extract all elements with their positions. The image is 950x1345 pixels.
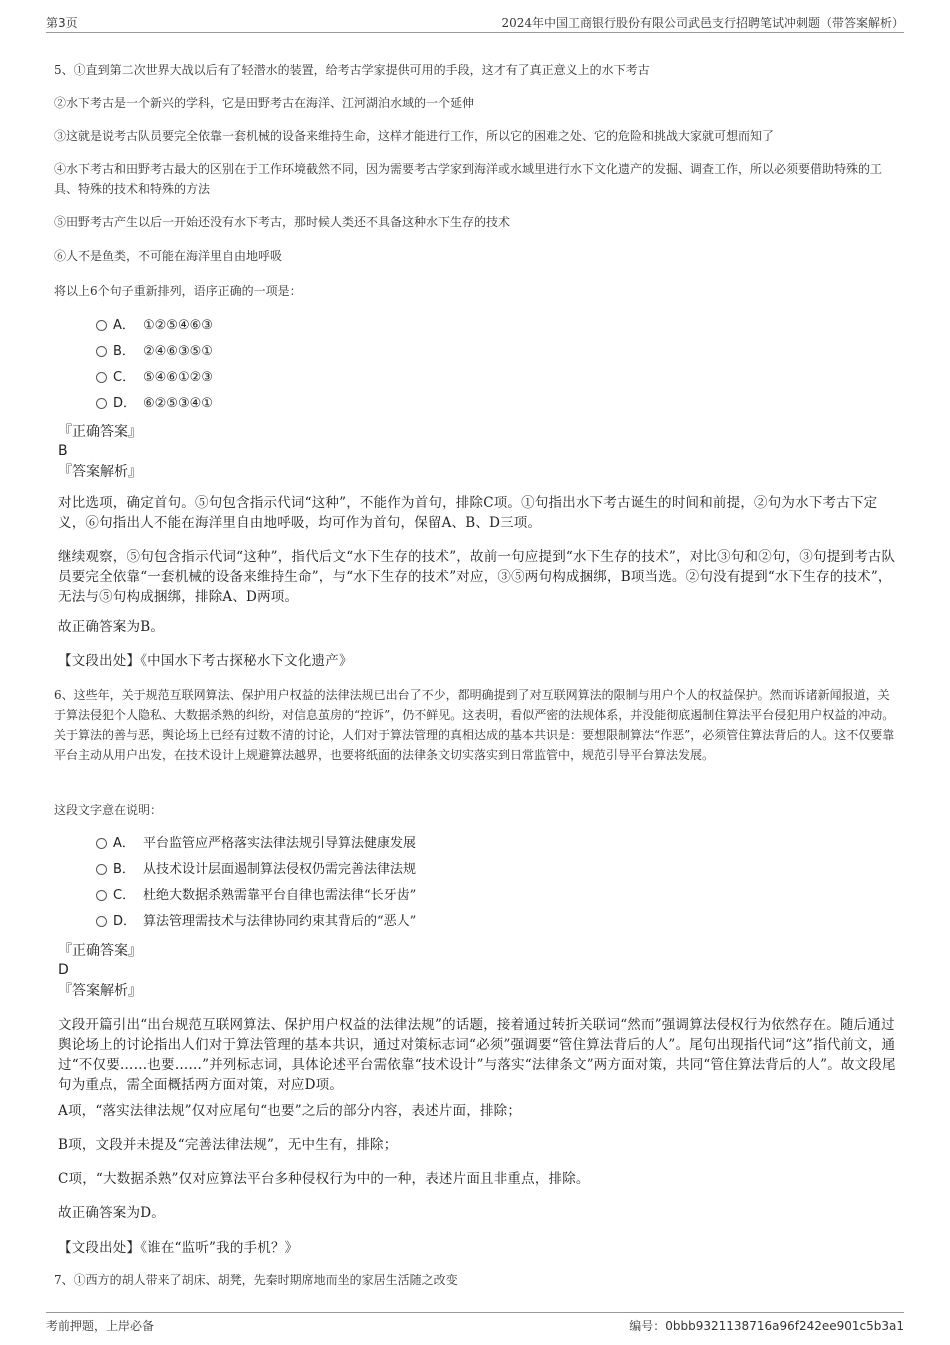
footer-slogan: 考前押题，上岸必备 — [46, 1319, 155, 1333]
option-text: ②④⑥③⑤① — [143, 344, 213, 359]
q5-sentence-2: ②水下考古是一个新兴的学科，它是田野考古在海洋、江河湖泊水域的一个延伸 — [54, 96, 475, 110]
page-footer — [46, 1312, 904, 1335]
q5-answer-label: 『正确答案』 — [58, 424, 142, 440]
option-letter: A． — [113, 318, 135, 333]
radio-button-icon[interactable] — [96, 398, 107, 409]
q5-analysis-paragraph-1: 对比选项，确定首句。⑤句包含指示代词“这种”，不能作为首句，排除C项。①句指出水下考古诞生的时间和前提，②句为水下考古下定义，⑥句指出人不能在海洋里自由地呼吸，均可作为首句，保留A、B、D三项。 — [58, 495, 878, 531]
q6-analysis-option-c: C项，“大数据杀熟”仅对应算法平台多种侵权行为中的一种，表述片面且非重点，排除。 — [58, 1171, 590, 1187]
q5-analysis-conclusion: 故正确答案为B。 — [58, 619, 165, 635]
radio-button-icon[interactable] — [96, 916, 107, 927]
q6-answer-label: 『正确答案』 — [58, 943, 142, 959]
q6-analysis-conclusion: 故正确答案为D。 — [58, 1205, 165, 1221]
q5-question-stem: 将以上6个句子重新排列，语序正确的一项是： — [54, 284, 302, 298]
radio-button-icon[interactable] — [96, 346, 107, 357]
option-text: 杜绝大数据杀熟需靠平台自律也需法律“长牙齿” — [143, 888, 417, 903]
q5-analysis-label: 『答案解析』 — [58, 464, 142, 480]
q5-sentence-3: ③这就是说考古队员要完全依靠一套机械的设备来维持生命，这样才能进行工作，所以它的困难之处、它的危险和挑战大家就可想而知了 — [54, 129, 775, 143]
option-text: 平台监管应严格落实法律法规引导算法健康发展 — [143, 836, 417, 851]
option-text: 算法管理需技术与法律协同约束其背后的“恶人” — [143, 914, 417, 929]
option-letter: B． — [113, 862, 135, 877]
q6-passage: 6、这些年，关于规范互联网算法、保护用户权益的法律法规已出台了不少，都明确提到了对互联网算法的限制与用户个人的权益保护。然而诉诸新闻报道，关于算法侵犯个人隐私、大数据杀熟的纠纷，对信息茧房的“控诉”，仍不鲜见。这表明，看似严密的法规体系，并没能彻底遏制住算法平台侵犯用户权益的冲动。关于算法的善与恶，舆论场上已经有过数不清的讨论，人们对于算法管理的真相达成的基本共识是：要想限制算法“作恶”，必须管住算法背后的人。这不仅要靠平台主动从用户出发，在技术设计上规避算法越界，也要将纸面的法律条文切实落实到日常监管中，规范引导平台算法发展。 — [54, 688, 895, 762]
q6-question-stem: 这段文字意在说明： — [54, 803, 163, 817]
q6-option-b[interactable] — [96, 860, 416, 880]
q5-option-a[interactable] — [96, 316, 213, 336]
q6-option-a[interactable] — [96, 834, 416, 854]
q5-analysis-paragraph-2: 继续观察，⑤句包含指示代词“这种”，指代后文“水下生存的技术”，故前一句应提到“水下生存的技术”，对比③句和②句，③句提到考古队员要完全依靠“一套机械的设备来维持生命”，与“水下生存的技术”对应，③⑤两句构成捆绑，B项当选。②句没有提到“水下生存的技术”，无法与⑤句构成捆绑，排除A、D两项。 — [58, 549, 896, 605]
q6-option-c[interactable] — [96, 886, 416, 906]
q5-sentence-6: ⑥人不是鱼类，不可能在海洋里自由地呼吸 — [54, 249, 283, 263]
q6-analysis-option-a: A项，“落实法律法规”仅对应尾句“也要”之后的部分内容，表述片面，排除； — [58, 1103, 522, 1119]
q5-sentence-1: 5、①直到第二次世界大战以后有了轻潜水的装置，给考古学家提供可用的手段，这才有了真正意义上的水下考古 — [54, 63, 650, 77]
option-letter: C． — [113, 370, 136, 385]
radio-button-icon[interactable] — [96, 838, 107, 849]
document-serial-number: 编号：0bbb9321138716a96f242ee901c5b3a1 — [629, 1319, 904, 1333]
page-header — [46, 10, 904, 33]
radio-button-icon[interactable] — [96, 372, 107, 383]
q5-answer-value: B — [58, 443, 68, 459]
option-letter: D． — [113, 914, 137, 929]
q7-sentence-1: 7、①西方的胡人带来了胡床、胡凳，先秦时期席地而坐的家居生活随之改变 — [54, 1273, 458, 1287]
q5-option-b[interactable] — [96, 342, 213, 362]
option-text: ⑤④⑥①②③ — [143, 370, 213, 385]
option-letter: B． — [113, 344, 135, 359]
document-title: 2024年中国工商银行股份有限公司武邑支行招聘笔试冲刺题（带答案解析） — [501, 16, 904, 30]
q5-sentence-4: ④水下考古和田野考古最大的区别在于工作环境截然不同，因为需要考古学家到海洋或水域里进行水下文化遗产的发掘、调查工作，所以必须要借助特殊的工具、特殊的技术和特殊的方法 — [54, 162, 883, 196]
radio-button-icon[interactable] — [96, 864, 107, 875]
radio-button-icon[interactable] — [96, 890, 107, 901]
q6-option-d[interactable] — [96, 912, 416, 932]
q5-option-c[interactable] — [96, 368, 213, 388]
q6-analysis-option-b: B项，文段并未提及“完善法律法规”，无中生有，排除； — [58, 1137, 398, 1153]
page-number: 第3页 — [46, 16, 78, 30]
radio-button-icon[interactable] — [96, 320, 107, 331]
q5-source: 【文段出处】《中国水下考古探秘水下文化遗产》 — [58, 653, 353, 669]
option-letter: A． — [113, 836, 135, 851]
q6-analysis-label: 『答案解析』 — [58, 983, 142, 999]
option-letter: D． — [113, 396, 137, 411]
q5-option-d[interactable] — [96, 394, 213, 414]
q6-analysis-paragraph-1: 文段开篇引出“出台规范互联网算法、保护用户权益的法律法规”的话题，接着通过转折关联词“然而”强调算法侵权行为依然存在。随后通过舆论场上的讨论指出人们对于算法管理的基本共识，通过对策标志词“必须”强调要“管住算法背后的人”。尾句出现指代词“这”指代前文，通过“不仅要……也要……”并列标志词，具体论述平台需依靠“技术设计”与落实“法律条文”两方面对策，共同“管住算法背后的人”。故文段尾句为重点，需全面概括两方面对策，对应D项。 — [58, 1017, 896, 1093]
option-text: 从技术设计层面遏制算法侵权仍需完善法律法规 — [143, 862, 417, 877]
q6-answer-value: D — [58, 962, 69, 978]
q5-sentence-5: ⑤田野考古产生以后一开始还没有水下考古，那时候人类还不具备这种水下生存的技术 — [54, 215, 511, 229]
option-letter: C． — [113, 888, 136, 903]
option-text: ①②⑤④⑥③ — [143, 318, 213, 333]
q6-source: 【文段出处】《谁在“监听”我的手机？》 — [58, 1240, 299, 1256]
option-text: ⑥②⑤③④① — [143, 396, 213, 411]
